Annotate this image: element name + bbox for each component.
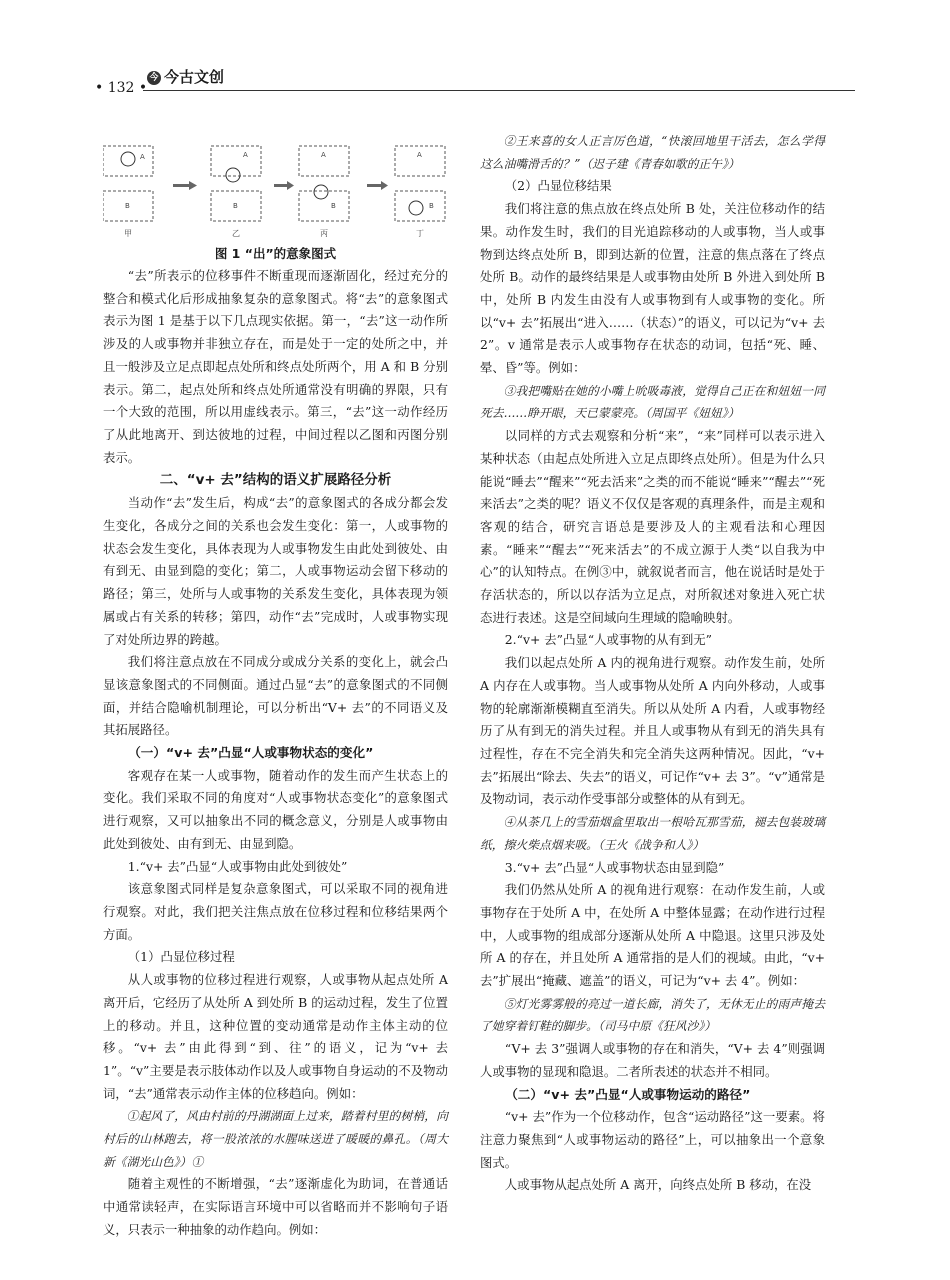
subheading: （2）凸显位移结果 [504, 178, 612, 194]
figure-1 [103, 130, 448, 243]
arrows [173, 181, 388, 190]
journal-name: 今古文创 [164, 68, 225, 86]
right-column [480, 130, 825, 1197]
example-quote: ②王来喜的女人正言厉色道，“快滚回地里干活去，怎么学得这么油嘴滑舌的？”（迟子建《青春如歌的正午》） [480, 134, 825, 171]
header-rule [143, 90, 855, 91]
subheading: 3.“v+ 去”凸显“人或事物状态由显到隐” [504, 859, 725, 875]
panel-bing-a-label: A [321, 151, 326, 159]
subheading: （1）凸显位移过程 [127, 949, 235, 965]
panel-yi-box-a [211, 146, 261, 176]
panel-jia-circle [121, 152, 135, 166]
image-schema-diagram [103, 130, 448, 243]
paragraph: 以同样的方式去观察和分析“来”，“来”同样可以表示进入某种状态（由起点处所进入立足点即终点处所）。但是为什么只能说“睡去”“醒来”“死去活来”之类的而不能说“睡来”“醒去”“死来活去”之类的呢？语义不仅仅是客观的真理条件，而是主观和客观的结合，研究言语总是要涉及人的主观看法和心理因素。“睡来”“醒去”“死来活去”的不成立源于人类“以自我为中心”的认知特点。在例③中，就叙说者而言，他在说话时是处于存活状态的，所以以存活为立足点，对所叙述对象进入死亡状态进行表述。这是空间域向生理域的隐喻映射。 [480, 428, 825, 625]
journal-logo [147, 66, 224, 87]
subsection-heading: （二）“v+ 去”凸显“人或事物运动的路径” [505, 1086, 751, 1102]
panel-ding-circle [409, 201, 423, 215]
page-number: • 132 • [95, 80, 148, 96]
page-header [95, 66, 855, 96]
panel-ding-a-label: A [417, 151, 422, 159]
panel-ding-box-b [395, 191, 445, 221]
panel-yi-a-label: A [243, 151, 248, 159]
journal-logo-icon: 今 [147, 71, 161, 85]
panel-jia-b-label: B [125, 202, 130, 210]
panel-bing-circle [314, 185, 328, 199]
left-column [103, 130, 448, 1242]
panel-bing-b-label: B [331, 202, 336, 210]
panel-ding-b-label: B [429, 202, 434, 210]
panel-yi-label: 乙 [232, 229, 240, 238]
example-quote: ⑤灯光雾雾般的亮过一道长廊，消失了，无休无止的雨声掩去了她穿着钉鞋的脚步。（司马中原《狂风沙》） [480, 996, 825, 1034]
panel-jia-a-label: A [140, 153, 145, 161]
paragraph: 该意象图式同样是复杂意象图式，可以采取不同的视角进行观察。对此，我们把关注焦点放在位移过程和位移结果两个方面。 [103, 881, 448, 942]
paragraph: “去”所表示的位移事件不断重现而逐渐固化，经过充分的整合和模式化后形成抽象复杂的意象图式。将“去”的意象图式表示为图 1 是基于以下几点现实依据。第一，“去”这一动作所涉及的人或事物并非独立存在，而是处于一定的处所之中，并且一般涉及立足点即起点处所和终点处所两个，用 A 和 B 分别表示。第二，起点处所和终点处所通常没有明确的界限，只有一个大致的范围，所以用虚线表示。第三，“去”这一动作经历了从此地离开、到达彼地的过程，中间过程以乙图和丙图分别表示。 [103, 268, 448, 465]
paragraph: 从人或事物的位移过程进行观察，人或事物从起点处所 A 离开后，它经历了从处所 A 到处所 B 的运动过程，发生了位置上的移动。并且，这种位置的变动通常是动作主体主动的位移。“v+ 去”由此得到“到、往”的语义，记为“v+ 去 1”。“v”主要是表示肢体动作以及人或事物自身运动的不及物动词，“去”通常表示动作主体的位移趋向。例如： [103, 972, 448, 1101]
paragraph: 客观存在某一人或事物，随着动作的发生而产生状态上的变化。我们采取不同的角度对“人或事物状态变化”的意象图式进行观察，又可以抽象出不同的概念意义，分别是人或事物由此处到彼处、由有到无、由显到隐。 [103, 767, 448, 851]
example-quote: ①起风了，风由村前的丹湖湖面上过来，踏着村里的树梢，向村后的山林跑去，将一股浓浓的水腥味送进了暖暖的鼻孔。（周大新《湖光山色》）① [103, 1109, 448, 1169]
arrow-2 [274, 181, 294, 190]
arrow-1 [173, 181, 197, 190]
paragraph: 我们将注意点放在不同成分或成分关系的变化上，就会凸显该意象图式的不同侧面。通过凸显“去”的意象图式的不同侧面，并结合隐喻机制理论，可以分析出“V+ 去”的不同语义及其拓展路径。 [103, 654, 448, 738]
panel-bing-box-b [299, 191, 349, 221]
paragraph: 人或事物从起点处所 A 离开，向终点处所 B 移动，在没 [504, 1177, 812, 1193]
subsection-heading: （一）“v+ 去”凸显“人或事物状态的变化” [128, 745, 374, 761]
panel-jia-box-a [103, 146, 153, 176]
panel-yi-circle [226, 168, 240, 182]
paragraph: “V+ 去 3”强调人或事物的存在和消失，“V+ 去 4”则强调人或事物的显现和隐退。二者所表述的状态并不相同。 [480, 1041, 825, 1079]
example-quote: ③我把嘴贴在她的小嘴上吮吸毒液，觉得自己正在和妞妞一同死去……睁开眼，天已蒙蒙亮。（周国平《妞妞》） [480, 383, 825, 421]
panel-jia-label: 甲 [124, 229, 132, 238]
figure-caption: 图 1 “出”的意象图式 [214, 246, 337, 261]
subheading: 2.“v+ 去”凸显“人或事物的从有到无” [504, 632, 712, 648]
paragraph: 随着主观性的不断增强，“去”逐渐虚化为助词，在普通话中通常读轻声，在实际语言环境中可以省略而并不影响句子语义，只表示一种抽象的动作趋向。例如： [103, 1176, 448, 1237]
arrow-3 [367, 181, 388, 190]
section-heading: 二、“v+ 去”结构的语义扩展路径分析 [159, 472, 392, 489]
paragraph: “v+ 去”作为一个位移动作，包含“运动路径”这一要素。将注意力聚焦到“人或事物运动的路径”上，可以抽象出一个意象图式。 [480, 1109, 825, 1170]
paragraph: 我们以起点处所 A 内的视角进行观察。动作发生前，处所 A 内存在人或事物。当人或事物从处所 A 内向外移动，人或事物的轮廓渐渐模糊直至消失。所以从处所 A 内看，人或事物经历了从有到无的消失过程。并且人或事物从有到无的消失具有过程性，存在不完全消失和完全消失这两种情况。因此，“v+ 去”拓展出“除去、失去”的语义，可记作“v+ 去 3”。“v”通常是及物动词，表示动作受事部分或整体的从有到无。 [480, 655, 825, 807]
panel-ding-label: 丁 [416, 229, 424, 238]
paragraph: 我们将注意的焦点放在终点处所 B 处，关注位移动作的结果。动作发生时，我们的目光追踪移动的人或事物，当人或事物到达终点处所 B，即到达新的位置，注意的焦点落在了终点处所 B。动作的最终结果是人或事物由处所 B 外进入到处所 B 中，处所 B 内发生由没有人或事物到有人或事物的变化。所以“v+ 去”拓展出“进入……（状态）”的语义，可以记为“v+ 去 2”。v 通常是表示人或事物存在状态的动词，包括“死、睡、晕、昏”等。例如： [480, 201, 825, 376]
example-quote: ④从茶几上的雪茄烟盒里取出一根哈瓦那雪茄，褪去包装玻璃纸，擦火柴点烟来吸。（王火《战争和人》） [480, 815, 825, 852]
panel-yi-b-label: B [233, 202, 238, 210]
paragraph: 我们仍然从处所 A 的视角进行观察：在动作发生前，人或事物存在于处所 A 中，在处所 A 中整体显露；在动作进行过程中，人或事物的组成部分逐渐从处所 A 中隐退。这里只涉及处所 A 的存在，并且处所 A 通常指的是人们的视域。由此，“v+ 去”扩展出“掩藏、遮盖”的语义，可记为“v+ 去 4”。例如： [480, 882, 825, 989]
subheading: 1.“v+ 去”凸显“人或事物由此处到彼处” [127, 858, 348, 874]
panel-bing-label: 丙 [320, 229, 328, 238]
paragraph: 当动作“去”发生后，构成“去”的意象图式的各成分都会发生变化，各成分之间的关系也会发生变化：第一，人或事物的状态会发生变化，具体表现为人或事物发生由此处到彼处、由有到无、由显到隐的变化；第二，人或事物运动会留下移动的路径；第三，处所与人或事物的关系发生变化，具体表现为领属或占有关系的转移；第四，动作“去”完成时，人或事物实现了对处所边界的跨越。 [103, 495, 448, 647]
